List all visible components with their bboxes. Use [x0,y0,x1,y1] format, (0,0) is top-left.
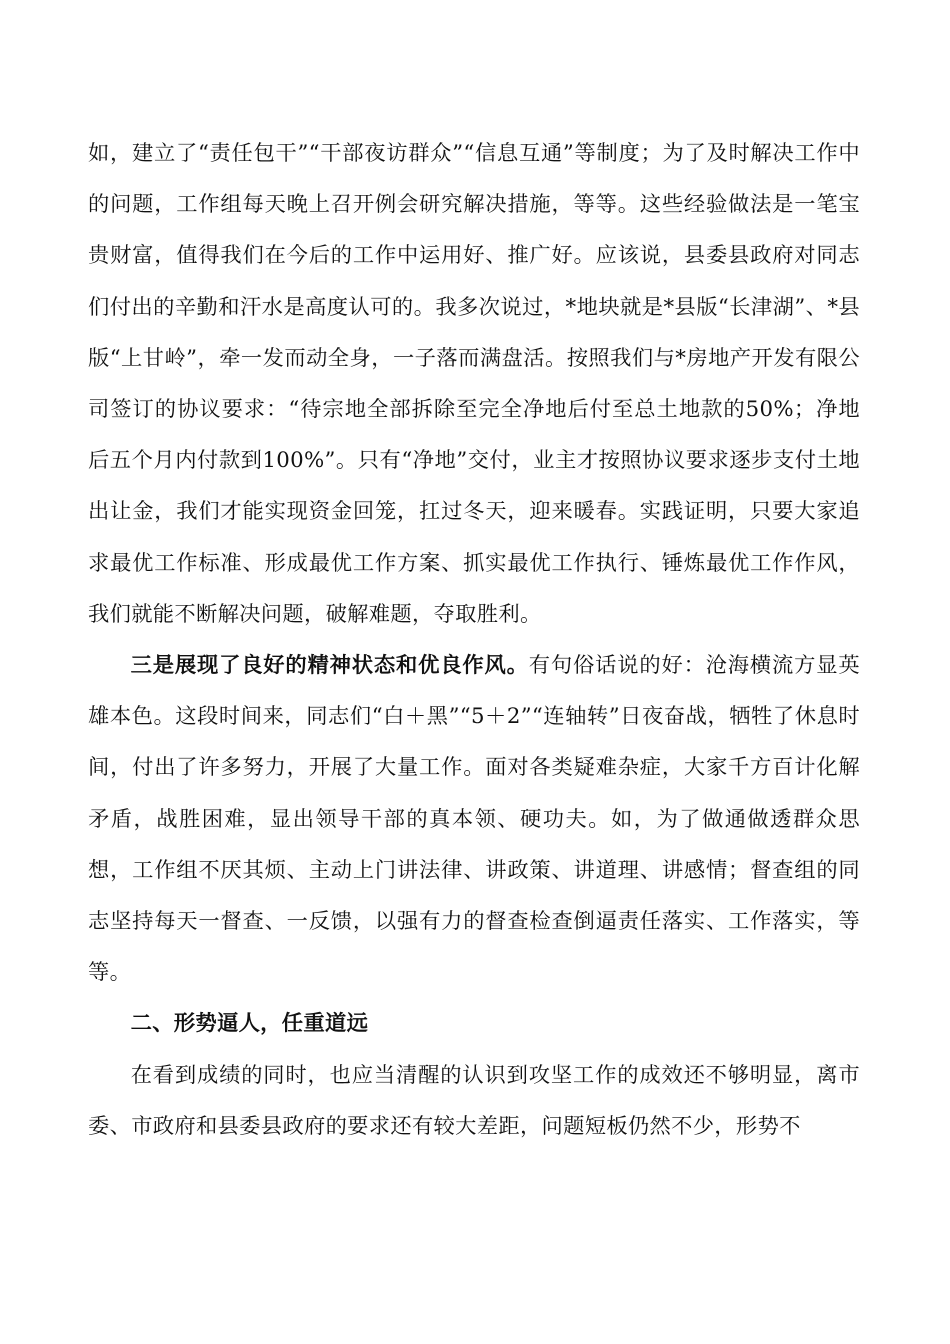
section-heading: 二、形势逼人，任重道远 [130,1011,369,1037]
paragraph-continuation: 如，建立了“责任包干”“干部夜访群众”“信息互通”等制度；为了及时解决工作中的问题，工作组每天晚上召开例会研究解决措施，等等。这些经验做法是一笔宝贵财富，值得我们在今后的工作中运用好、推广好。应该说，县委县政府对同志们付出的辛勤和汗水是高度认可的。我多次说过，*地块就是*县版“长津湖”、*县版“上甘岭”，牵一发而动全身，一子落而满盘活。按照我们与*房地产开发有限公司签订的协议要求：“待宗地全部拆除至完全净地后付至总土地款的50%；净地后五个月内付款到100%”。只有“净地”交付，业主才按照协议要求逐步支付土地出让金，我们才能实现资金回笼，扛过冬天，迎来暖春。实践证明，只要大家追求最优工作标准、形成最优工作方案、抓实最优工作执行、锤炼最优工作作风，我们就能不断解决问题，破解难题，夺取胜利。 [88,141,860,627]
document-body [88,128,860,1152]
paragraph-third-point-body: 有句俗话说的好：沧海横流方显英雄本色。这段时间来，同志们“白＋黑”“5＋2”“连轴转”日夜奋战，牺牲了休息时间，付出了许多努力，开展了大量工作。面对各类疑难杂症，大家千方百计化解矛盾，战胜困难，显出领导干部的真本领、硬功夫。如，为了做通做透群众思想，工作组不厌其烦、主动上门讲法律、讲政策、讲道理、讲感情；督查组的同志坚持每天一督查、一反馈，以强有力的督查检查倒逼责任落实、工作落实，等等。 [88,653,860,986]
paragraph-lead-bold: 三是展现了良好的精神状态和优良作风。 [130,653,529,679]
paragraph-situation: 在看到成绩的同时，也应当清醒的认识到攻坚工作的成效还不够明显，离市委、市政府和县委县政府的要求还有较大差距，问题短板仍然不少，形势不 [88,1062,860,1139]
paragraph-third-point [88,640,860,998]
